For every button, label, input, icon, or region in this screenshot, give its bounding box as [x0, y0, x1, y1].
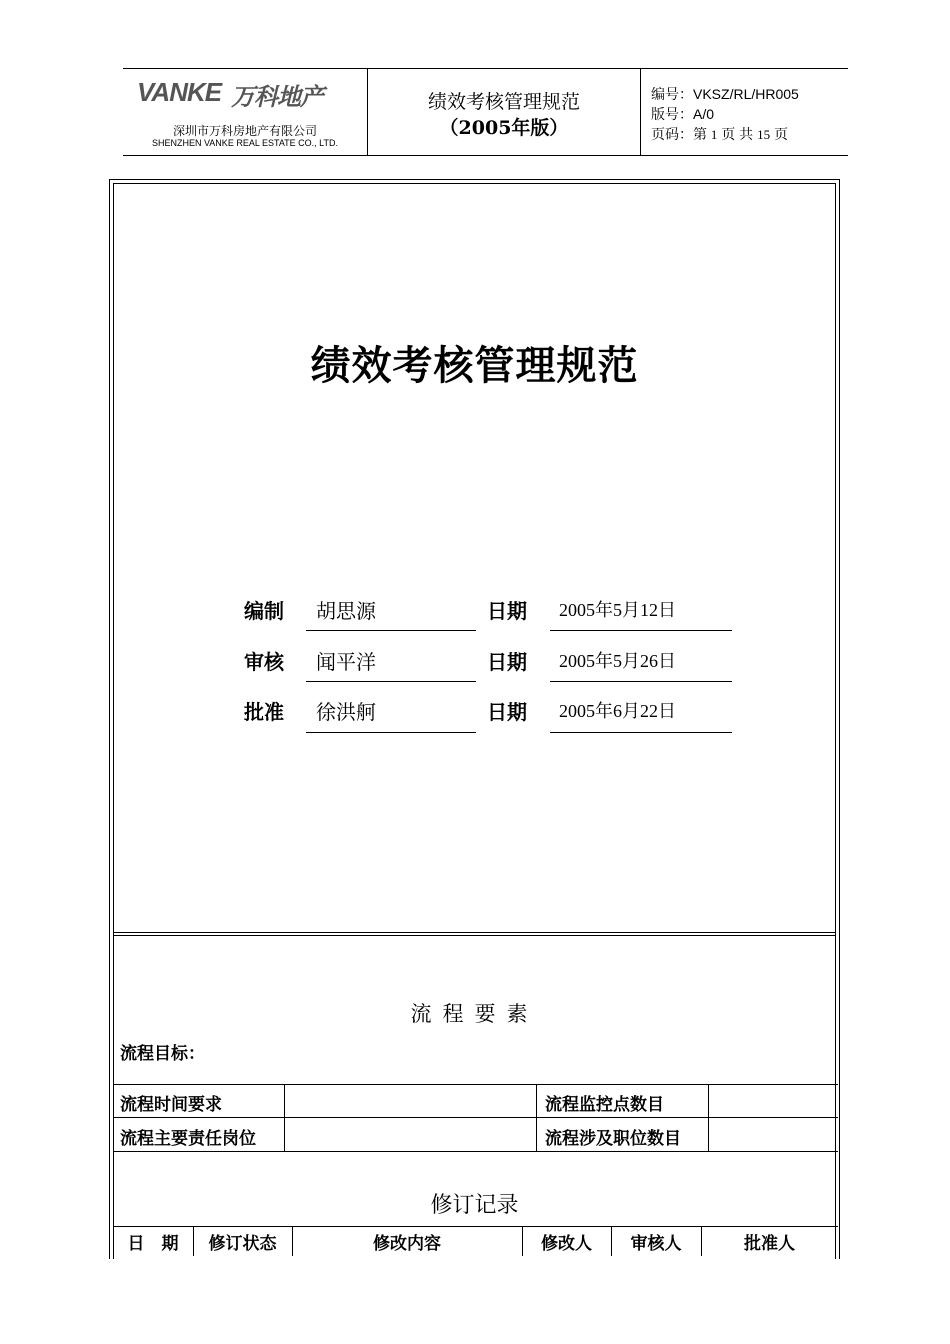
vanke-logo: VANKE — [137, 77, 222, 107]
signoff-name: 徐洪舸 — [316, 700, 376, 724]
signoff-role: 批准 — [244, 700, 284, 724]
process-time-label: 流程时间要求 — [120, 1095, 222, 1115]
signoff-date-underline — [550, 681, 732, 682]
section-divider — [113, 935, 836, 936]
signoff-role: 编制 — [244, 599, 284, 623]
doc-code-label: 编号： — [651, 86, 693, 102]
doc-page-number — [651, 124, 788, 144]
document-title: 绩效考核管理规范 — [310, 342, 639, 389]
table-rule — [113, 1084, 838, 1085]
header-title: 绩效考核管理规范 — [427, 91, 580, 113]
header-version: （2005年版） — [439, 117, 569, 139]
revision-col-editor: 修改人 — [541, 1234, 592, 1254]
section-divider — [113, 932, 836, 933]
header-logo-cell — [123, 69, 368, 155]
page-current: 1 — [710, 127, 718, 142]
table-col-rule — [284, 1084, 285, 1151]
page-label: 页码： — [651, 126, 693, 142]
header-title-cell — [368, 69, 641, 155]
company-name-cn: 深圳市万科房地产有限公司 — [172, 124, 317, 138]
signoff-date-underline — [550, 732, 732, 733]
signoff-date: 2005年5月12日 — [559, 600, 676, 620]
process-monitor-label: 流程监控点数目 — [545, 1095, 664, 1115]
table-rule — [113, 1226, 838, 1227]
process-section-title: 流程要素 — [410, 1002, 539, 1026]
revision-col-content: 修改内容 — [373, 1234, 441, 1254]
signoff-date-label: 日期 — [487, 700, 527, 724]
company-name-en: SHENZHEN VANKE REAL ESTATE CO., LTD. — [151, 138, 339, 148]
page-gong: 共 — [739, 126, 754, 142]
doc-code-value: VKSZ/RL/HR005 — [693, 86, 799, 102]
signoff-date: 2005年5月26日 — [559, 651, 676, 671]
doc-edition — [651, 104, 714, 124]
signoff-date-label: 日期 — [487, 650, 527, 674]
page-total: 15 — [757, 127, 771, 142]
table-col-rule — [708, 1084, 709, 1151]
page-header — [123, 68, 848, 156]
doc-edition-label: 版号： — [651, 106, 693, 122]
signoff-name-underline — [306, 732, 476, 733]
process-goal-label: 流程目标： — [120, 1044, 205, 1064]
revision-col-approver: 批准人 — [744, 1234, 795, 1254]
table-col-rule — [536, 1084, 537, 1151]
table-rule — [113, 1151, 838, 1152]
table-rule — [113, 1117, 838, 1118]
signoff-name-underline — [306, 630, 476, 631]
signoff-date-label: 日期 — [487, 599, 527, 623]
signoff-date-underline — [550, 630, 732, 631]
revision-col-date: 日 期 — [127, 1234, 179, 1254]
revision-col-status: 修订状态 — [208, 1234, 277, 1254]
signoff-name: 胡思源 — [316, 599, 376, 623]
doc-code — [651, 84, 799, 104]
signoff-name: 闻平洋 — [316, 650, 376, 674]
doc-edition-value: A/0 — [693, 106, 715, 122]
signoff-name-underline — [306, 681, 476, 682]
signoff-role: 审核 — [244, 650, 284, 674]
vanke-logo-chinese: 万科地产 — [231, 83, 323, 111]
page-ye: 页 — [721, 126, 736, 142]
revision-col-reviewer: 审核人 — [630, 1234, 682, 1254]
page-ye2: 页 — [773, 126, 788, 142]
signoff-date: 2005年6月22日 — [559, 701, 676, 721]
process-positions-label: 流程涉及职位数目 — [545, 1129, 681, 1149]
process-owner-label: 流程主要责任岗位 — [120, 1129, 256, 1149]
header-meta-cell — [641, 69, 848, 155]
revision-title: 修订记录 — [430, 1193, 519, 1218]
page-di: 第 — [693, 126, 707, 142]
